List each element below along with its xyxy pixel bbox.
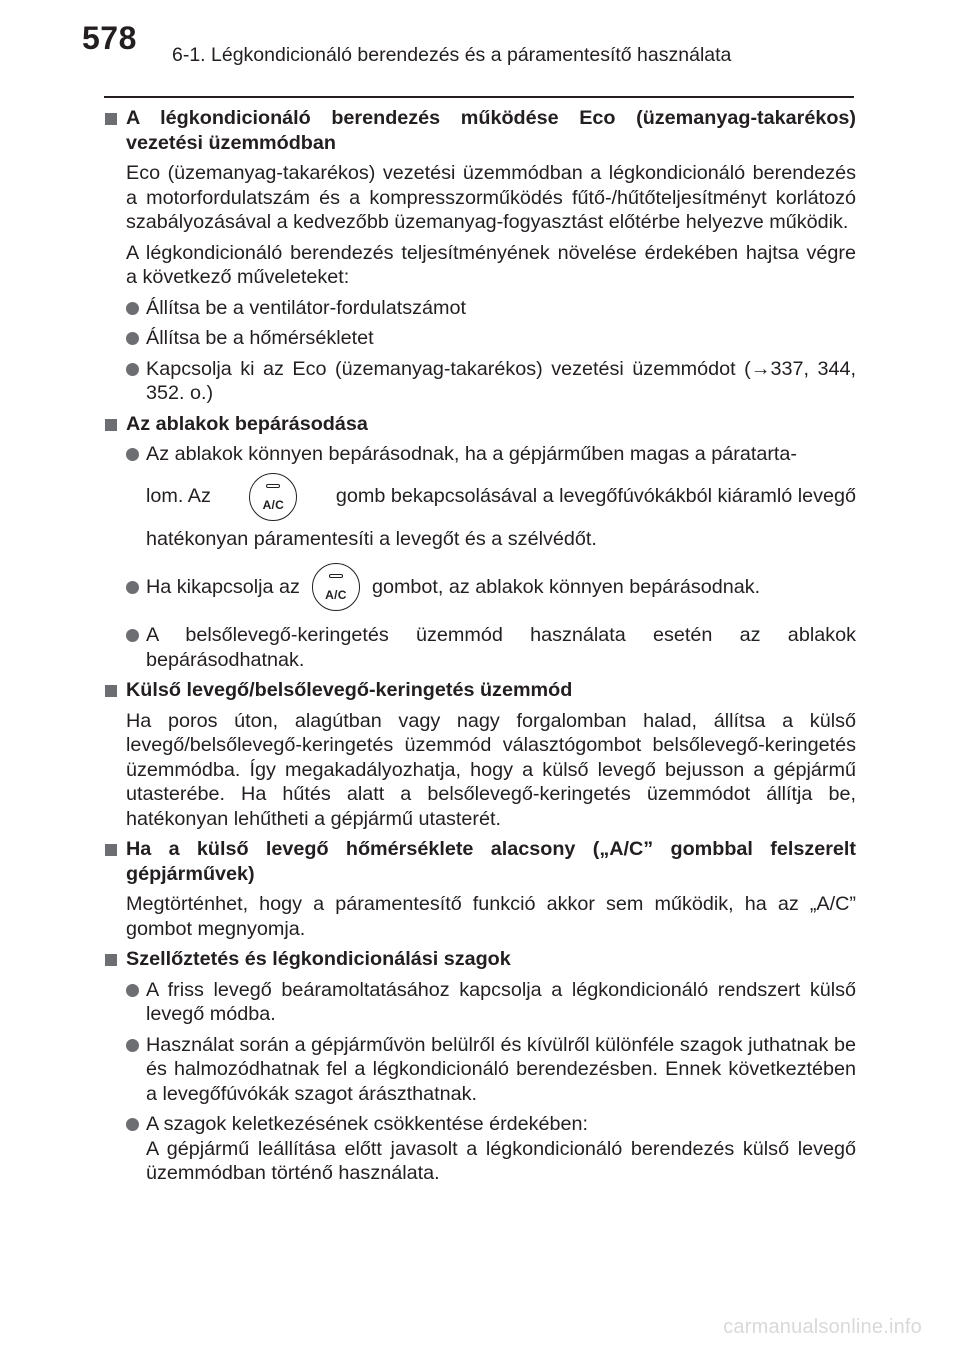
ac-inline-line [146,557,856,617]
list-item [104,442,856,551]
list-item-text: A gépjármű leállítása előtt javasolt a légkondicionáló berendezés külső levegő üzemmódban történő használata. [146,1137,856,1184]
round-bullet-icon [126,984,139,997]
list-item-text: gombot, az ablakok könnyen bepárásodnak. [371,575,761,598]
round-bullet-icon [126,448,139,461]
section-heading-text: Külső levegő/belsőlevegő-keringetés üzemmód [126,679,573,701]
list-item [104,326,856,351]
list-item [104,1112,856,1186]
ac-button-label: A/C [262,497,285,512]
round-bullet-icon [126,1039,139,1052]
list-item-text: Állítsa be a hőmérsékletet [146,327,374,349]
ac-inline-line [146,467,856,527]
watermark: carmanualsonline.info [723,1316,922,1338]
chapter-title: 6-1. Légkondicionáló berendezés és a páramentesítő használata [172,44,732,66]
list-item [104,557,856,617]
paragraph: A légkondicionáló berendezés teljesítményének növelése érdekében hajtsa végre a következő műveleteket: [126,241,856,288]
ac-button-icon [312,563,360,611]
round-bullet-icon [126,363,139,376]
indicator-light-icon [266,484,280,488]
section-heading-recirc [104,678,856,703]
list-item-text: hatékonyan páramentesíti a levegőt és a szélvédőt. [146,527,597,550]
list-item-text: Állítsa be a ventilátor-fordulatszámot [146,296,466,319]
list-item-text: Ha kikapcsolja az [146,575,300,598]
list-item [104,357,856,406]
section-heading-text: Szellőztetés és légkondicionálási szagok [126,948,511,970]
section-heading-eco [104,106,856,155]
square-bullet-icon [105,685,117,697]
section-heading-text: A légkondicionáló berendezés működése Eco (üzemanyag-takarékos) vezetési üzemmódban [126,107,856,154]
page-content [104,106,856,1186]
list-item [104,978,856,1027]
square-bullet-icon [105,844,117,856]
header-rule [104,96,854,98]
paragraph: Ha poros úton, alagútban vagy nagy forgalomban halad, állítsa a külső levegő/belsőlevegő-keringetés üzemmód választógombot belsőlevegő-keringetés üzemmódba. Így megakadályozhatja, hogy a külső levegő bejusson a gépjármű utasterébe. Ha hűtés alatt a belsőlevegő-keringetés üzemmódot állítja be, hatékonyan lehűtheti a gépjármű utasterét. [126,709,856,830]
list-item-text: A szagok keletkezésének csökkentése érdekében: [146,1113,589,1135]
list-item-text: A belsőlevegő-keringetés üzemmód használata esetén az ablakok bepárásodhatnak. [146,624,856,671]
list-item-text: gomb bekapcsolásával a levegőfúvókákból kiáramló levegő [335,485,857,508]
section-heading-text: Ha a külső levegő hőmérséklete alacsony („A/C” gombbal felszerelt gépjárművek) [126,838,856,885]
square-bullet-icon [105,419,117,431]
list-item-text: lom. Az [146,485,211,508]
list-item-text: Kapcsolja ki az Eco (üzemanyag-takarékos) vezetési üzemmódot (→337, 344, 352. o.) [146,357,856,404]
section-heading-odors [104,947,856,972]
ac-button-label: A/C [325,588,347,602]
list-item-text: Használat során a gépjárművön belülről és kívülről különféle szagok juthatnak be és halmozódhatnak fel a légkondicionáló berendezésben. Ennek következtében a levegőfúvókák szagot árászthatnak. [146,1033,856,1105]
section-heading-lowtemp [104,837,856,886]
list-item [104,623,856,672]
list-item [104,1033,856,1107]
list-item-text: A friss levegő beáramoltatásához kapcsolja a légkondicionáló rendszert külső levegő módba. [146,978,856,1025]
round-bullet-icon [126,581,139,594]
section-heading-text: Az ablakok bepárásodása [126,412,368,435]
round-bullet-icon [126,302,139,315]
square-bullet-icon [105,113,117,125]
list-item-text: Az ablakok könnyen bepárásodnak, ha a gépjárműben magas a páratarta- [146,443,798,465]
paragraph: Eco (üzemanyag-takarékos) vezetési üzemmódban a légkondicionáló berendezés a motorfordulatszám és a kompresszorműködés fűtő-/hűtőteljesítményt korlátozó szabályozásával a kedvezőbb üzemanyag-fogyasztást előtérbe helyezve működik. [126,162,856,233]
paragraph: Megtörténhet, hogy a páramentesítő funkció akkor sem működik, ha az „A/C” gombot megnyomja. [126,893,856,940]
list-item [104,296,856,321]
indicator-light-icon [329,574,343,578]
square-bullet-icon [105,954,117,966]
round-bullet-icon [126,1118,139,1131]
round-bullet-icon [126,629,139,642]
ac-button-icon [249,473,297,521]
page-number: 578 [82,20,137,56]
section-heading-fogging [104,412,856,437]
round-bullet-icon [126,332,139,345]
